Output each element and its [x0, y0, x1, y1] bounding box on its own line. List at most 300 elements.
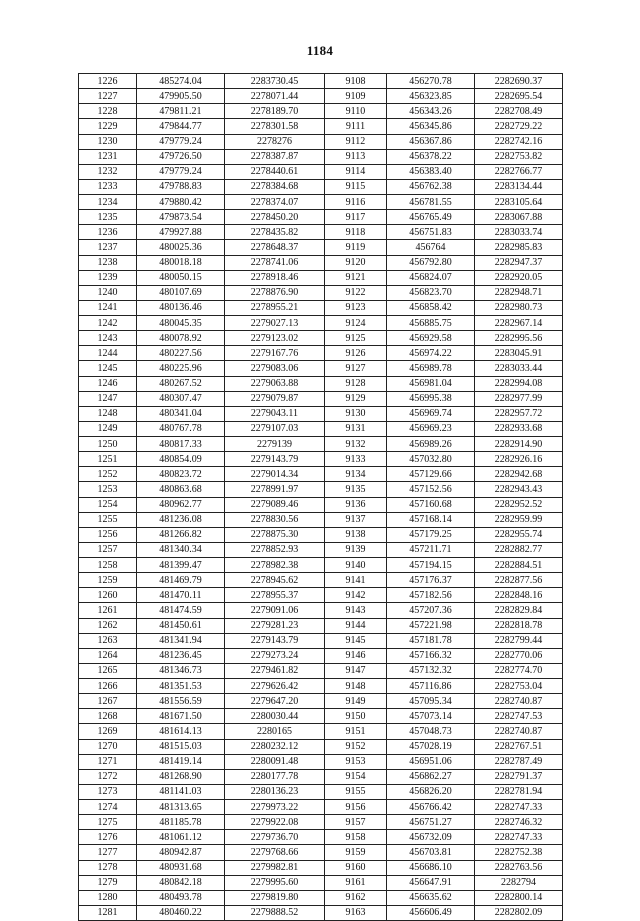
point-id-left-cell: 1242: [79, 316, 137, 331]
x-coordinate-right-cell: 457032.80: [387, 452, 475, 467]
x-coordinate-left-cell: 481474.59: [137, 603, 225, 618]
x-coordinate-left-cell: 479779.24: [137, 134, 225, 149]
table-row: [79, 270, 563, 285]
x-coordinate-right-cell: 456766.42: [387, 800, 475, 815]
point-id-right-cell: 9160: [325, 860, 387, 875]
y-coordinate-left-cell: 2278875.30: [225, 527, 325, 542]
x-coordinate-right-cell: 456885.75: [387, 316, 475, 331]
point-id-left-cell: 1250: [79, 437, 137, 452]
point-id-right-cell: 9140: [325, 558, 387, 573]
x-coordinate-right-cell: 457152.56: [387, 482, 475, 497]
table-row: [79, 104, 563, 119]
y-coordinate-right-cell: 2282781.94: [475, 784, 563, 799]
table-row: [79, 421, 563, 436]
point-id-left-cell: 1229: [79, 119, 137, 134]
point-id-right-cell: 9150: [325, 709, 387, 724]
table-row: [79, 739, 563, 754]
y-coordinate-left-cell: 2279123.02: [225, 331, 325, 346]
y-coordinate-left-cell: 2278189.70: [225, 104, 325, 119]
y-coordinate-left-cell: 2279079.87: [225, 391, 325, 406]
point-id-right-cell: 9116: [325, 195, 387, 210]
x-coordinate-right-cell: 457207.36: [387, 603, 475, 618]
y-coordinate-right-cell: 2282747.33: [475, 830, 563, 845]
y-coordinate-right-cell: 2282959.99: [475, 512, 563, 527]
x-coordinate-right-cell: 456751.83: [387, 225, 475, 240]
table-row: [79, 255, 563, 270]
point-id-right-cell: 9158: [325, 830, 387, 845]
point-id-left-cell: 1258: [79, 558, 137, 573]
y-coordinate-right-cell: 2282690.37: [475, 74, 563, 89]
page-number: 1184: [306, 43, 334, 58]
y-coordinate-right-cell: 2282695.54: [475, 89, 563, 104]
x-coordinate-left-cell: 481313.65: [137, 800, 225, 815]
point-id-left-cell: 1276: [79, 830, 137, 845]
y-coordinate-left-cell: 2279626.42: [225, 679, 325, 694]
point-id-left-cell: 1231: [79, 149, 137, 164]
y-coordinate-left-cell: 2279043.11: [225, 406, 325, 421]
y-coordinate-left-cell: 2280165: [225, 724, 325, 739]
y-coordinate-left-cell: 2278384.68: [225, 179, 325, 194]
x-coordinate-right-cell: 457160.68: [387, 497, 475, 512]
table-row: [79, 890, 563, 905]
point-id-right-cell: 9118: [325, 225, 387, 240]
y-coordinate-left-cell: 2278852.93: [225, 542, 325, 557]
table-row: [79, 179, 563, 194]
y-coordinate-right-cell: 2282802.09: [475, 905, 563, 920]
point-id-right-cell: 9137: [325, 512, 387, 527]
table-row: [79, 482, 563, 497]
point-id-right-cell: 9163: [325, 905, 387, 920]
y-coordinate-right-cell: 2283033.74: [475, 225, 563, 240]
point-id-right-cell: 9154: [325, 769, 387, 784]
table-row: [79, 210, 563, 225]
point-id-right-cell: 9129: [325, 391, 387, 406]
y-coordinate-right-cell: 2282829.84: [475, 603, 563, 618]
x-coordinate-right-cell: 456969.74: [387, 406, 475, 421]
x-coordinate-left-cell: 481061.12: [137, 830, 225, 845]
x-coordinate-left-cell: 479880.42: [137, 195, 225, 210]
table-row: [79, 694, 563, 709]
y-coordinate-right-cell: 2282882.77: [475, 542, 563, 557]
y-coordinate-left-cell: 2279281.23: [225, 618, 325, 633]
y-coordinate-right-cell: 2282729.22: [475, 119, 563, 134]
point-id-left-cell: 1246: [79, 376, 137, 391]
y-coordinate-left-cell: 2278991.97: [225, 482, 325, 497]
y-coordinate-right-cell: 2282753.04: [475, 679, 563, 694]
table-row: [79, 633, 563, 648]
table-row: [79, 225, 563, 240]
x-coordinate-right-cell: 457182.56: [387, 588, 475, 603]
y-coordinate-right-cell: 2282942.68: [475, 467, 563, 482]
y-coordinate-left-cell: 2278387.87: [225, 149, 325, 164]
x-coordinate-right-cell: 456732.09: [387, 830, 475, 845]
y-coordinate-left-cell: 2279027.13: [225, 316, 325, 331]
x-coordinate-right-cell: 456951.06: [387, 754, 475, 769]
y-coordinate-right-cell: 2282914.90: [475, 437, 563, 452]
y-coordinate-right-cell: 2282957.72: [475, 406, 563, 421]
point-id-right-cell: 9113: [325, 149, 387, 164]
point-id-right-cell: 9149: [325, 694, 387, 709]
y-coordinate-right-cell: 2282818.78: [475, 618, 563, 633]
y-coordinate-left-cell: 2279014.34: [225, 467, 325, 482]
x-coordinate-left-cell: 479927.88: [137, 225, 225, 240]
y-coordinate-right-cell: 2282884.51: [475, 558, 563, 573]
x-coordinate-right-cell: 457179.25: [387, 527, 475, 542]
x-coordinate-right-cell: 456969.23: [387, 421, 475, 436]
x-coordinate-right-cell: 456323.85: [387, 89, 475, 104]
table-row: [79, 331, 563, 346]
point-id-left-cell: 1253: [79, 482, 137, 497]
x-coordinate-right-cell: 456792.80: [387, 255, 475, 270]
x-coordinate-right-cell: 456383.40: [387, 164, 475, 179]
y-coordinate-left-cell: 2279143.79: [225, 633, 325, 648]
table-row: [79, 361, 563, 376]
x-coordinate-right-cell: 457221.98: [387, 618, 475, 633]
y-coordinate-left-cell: 2278440.61: [225, 164, 325, 179]
y-coordinate-left-cell: 2278071.44: [225, 89, 325, 104]
y-coordinate-right-cell: 2282967.14: [475, 316, 563, 331]
y-coordinate-right-cell: 2282747.53: [475, 709, 563, 724]
x-coordinate-left-cell: 481614.13: [137, 724, 225, 739]
y-coordinate-right-cell: 2282752.38: [475, 845, 563, 860]
table-row: [79, 542, 563, 557]
x-coordinate-left-cell: 481399.47: [137, 558, 225, 573]
y-coordinate-right-cell: 2282763.56: [475, 860, 563, 875]
x-coordinate-right-cell: 456858.42: [387, 300, 475, 315]
point-id-left-cell: 1278: [79, 860, 137, 875]
table-row: [79, 754, 563, 769]
x-coordinate-right-cell: 456824.07: [387, 270, 475, 285]
y-coordinate-right-cell: 2282926.16: [475, 452, 563, 467]
y-coordinate-right-cell: 2282740.87: [475, 724, 563, 739]
y-coordinate-right-cell: 2282877.56: [475, 573, 563, 588]
y-coordinate-right-cell: 2282746.32: [475, 815, 563, 830]
y-coordinate-right-cell: 2282952.52: [475, 497, 563, 512]
y-coordinate-right-cell: 2282753.82: [475, 149, 563, 164]
x-coordinate-right-cell: 456367.86: [387, 134, 475, 149]
x-coordinate-left-cell: 481185.78: [137, 815, 225, 830]
point-id-right-cell: 9121: [325, 270, 387, 285]
table-row: [79, 845, 563, 860]
point-id-left-cell: 1247: [79, 391, 137, 406]
point-id-left-cell: 1234: [79, 195, 137, 210]
point-id-right-cell: 9117: [325, 210, 387, 225]
x-coordinate-right-cell: 457211.71: [387, 542, 475, 557]
point-id-right-cell: 9135: [325, 482, 387, 497]
table-row: [79, 905, 563, 920]
table-row: [79, 709, 563, 724]
y-coordinate-right-cell: 2282948.71: [475, 285, 563, 300]
point-id-right-cell: 9161: [325, 875, 387, 890]
table-row: [79, 149, 563, 164]
x-coordinate-left-cell: 479779.24: [137, 164, 225, 179]
point-id-left-cell: 1236: [79, 225, 137, 240]
point-id-left-cell: 1230: [79, 134, 137, 149]
point-id-left-cell: 1239: [79, 270, 137, 285]
y-coordinate-left-cell: 2279089.46: [225, 497, 325, 512]
x-coordinate-left-cell: 481341.94: [137, 633, 225, 648]
table-row: [79, 603, 563, 618]
y-coordinate-right-cell: 2282787.49: [475, 754, 563, 769]
y-coordinate-left-cell: 2279167.76: [225, 346, 325, 361]
point-id-left-cell: 1269: [79, 724, 137, 739]
point-id-left-cell: 1232: [79, 164, 137, 179]
table-row: [79, 240, 563, 255]
table-row: [79, 300, 563, 315]
x-coordinate-left-cell: 479788.83: [137, 179, 225, 194]
x-coordinate-right-cell: 456647.91: [387, 875, 475, 890]
x-coordinate-right-cell: 456606.49: [387, 905, 475, 920]
x-coordinate-left-cell: 481141.03: [137, 784, 225, 799]
y-coordinate-left-cell: 2279461.82: [225, 663, 325, 678]
point-id-right-cell: 9145: [325, 633, 387, 648]
y-coordinate-left-cell: 2278276: [225, 134, 325, 149]
y-coordinate-right-cell: 2282980.73: [475, 300, 563, 315]
table-row: [79, 406, 563, 421]
y-coordinate-right-cell: 2282742.16: [475, 134, 563, 149]
table-row: [79, 134, 563, 149]
table-row: [79, 830, 563, 845]
table-row: [79, 74, 563, 89]
point-id-right-cell: 9120: [325, 255, 387, 270]
point-id-right-cell: 9122: [325, 285, 387, 300]
point-id-right-cell: 9112: [325, 134, 387, 149]
x-coordinate-left-cell: 481556.59: [137, 694, 225, 709]
table-row: [79, 437, 563, 452]
x-coordinate-right-cell: 456989.26: [387, 437, 475, 452]
x-coordinate-right-cell: 456929.58: [387, 331, 475, 346]
point-id-left-cell: 1248: [79, 406, 137, 421]
table-row: [79, 648, 563, 663]
table-row: [79, 512, 563, 527]
point-id-right-cell: 9152: [325, 739, 387, 754]
point-id-right-cell: 9156: [325, 800, 387, 815]
point-id-left-cell: 1254: [79, 497, 137, 512]
y-coordinate-left-cell: 2279091.06: [225, 603, 325, 618]
point-id-right-cell: 9110: [325, 104, 387, 119]
y-coordinate-right-cell: 2282955.74: [475, 527, 563, 542]
table-row: [79, 679, 563, 694]
point-id-right-cell: 9138: [325, 527, 387, 542]
x-coordinate-right-cell: 456826.20: [387, 784, 475, 799]
x-coordinate-left-cell: 480842.18: [137, 875, 225, 890]
point-id-right-cell: 9146: [325, 648, 387, 663]
y-coordinate-left-cell: 2278955.21: [225, 300, 325, 315]
x-coordinate-left-cell: 480050.15: [137, 270, 225, 285]
x-coordinate-left-cell: 480307.47: [137, 391, 225, 406]
y-coordinate-left-cell: 2278918.46: [225, 270, 325, 285]
x-coordinate-left-cell: 479873.54: [137, 210, 225, 225]
point-id-left-cell: 1249: [79, 421, 137, 436]
table-row: [79, 875, 563, 890]
point-id-left-cell: 1227: [79, 89, 137, 104]
x-coordinate-right-cell: 456345.86: [387, 119, 475, 134]
point-id-right-cell: 9134: [325, 467, 387, 482]
table-row: [79, 588, 563, 603]
y-coordinate-right-cell: 2282920.05: [475, 270, 563, 285]
x-coordinate-left-cell: 480267.52: [137, 376, 225, 391]
point-id-left-cell: 1238: [79, 255, 137, 270]
x-coordinate-left-cell: 481515.03: [137, 739, 225, 754]
table-row: [79, 784, 563, 799]
point-id-left-cell: 1226: [79, 74, 137, 89]
table-row: [79, 164, 563, 179]
y-coordinate-left-cell: 2279922.08: [225, 815, 325, 830]
point-id-left-cell: 1266: [79, 679, 137, 694]
x-coordinate-left-cell: 480493.78: [137, 890, 225, 905]
point-id-right-cell: 9109: [325, 89, 387, 104]
x-coordinate-left-cell: 479844.77: [137, 119, 225, 134]
y-coordinate-left-cell: 2279888.52: [225, 905, 325, 920]
x-coordinate-right-cell: 456703.81: [387, 845, 475, 860]
x-coordinate-right-cell: 456981.04: [387, 376, 475, 391]
x-coordinate-left-cell: 479726.50: [137, 149, 225, 164]
x-coordinate-right-cell: 456751.27: [387, 815, 475, 830]
y-coordinate-right-cell: 2283105.64: [475, 195, 563, 210]
x-coordinate-right-cell: 456781.55: [387, 195, 475, 210]
point-id-left-cell: 1255: [79, 512, 137, 527]
point-id-left-cell: 1259: [79, 573, 137, 588]
x-coordinate-left-cell: 480078.92: [137, 331, 225, 346]
point-id-right-cell: 9132: [325, 437, 387, 452]
coordinate-table: [78, 73, 563, 921]
table-row: [79, 573, 563, 588]
x-coordinate-right-cell: 456989.78: [387, 361, 475, 376]
point-id-right-cell: 9133: [325, 452, 387, 467]
y-coordinate-left-cell: 2278435.82: [225, 225, 325, 240]
y-coordinate-left-cell: 2278982.38: [225, 558, 325, 573]
x-coordinate-left-cell: 481346.73: [137, 663, 225, 678]
table-row: [79, 497, 563, 512]
y-coordinate-right-cell: 2282977.99: [475, 391, 563, 406]
point-id-left-cell: 1237: [79, 240, 137, 255]
point-id-left-cell: 1262: [79, 618, 137, 633]
y-coordinate-left-cell: 2278830.56: [225, 512, 325, 527]
point-id-right-cell: 9115: [325, 179, 387, 194]
x-coordinate-left-cell: 480045.35: [137, 316, 225, 331]
coordinate-table-body: [79, 74, 563, 921]
x-coordinate-left-cell: 480942.87: [137, 845, 225, 860]
point-id-left-cell: 1252: [79, 467, 137, 482]
y-coordinate-right-cell: 2282791.37: [475, 769, 563, 784]
y-coordinate-left-cell: 2279973.22: [225, 800, 325, 815]
y-coordinate-left-cell: 2278648.37: [225, 240, 325, 255]
point-id-left-cell: 1272: [79, 769, 137, 784]
point-id-left-cell: 1251: [79, 452, 137, 467]
y-coordinate-right-cell: 2283067.88: [475, 210, 563, 225]
y-coordinate-left-cell: 2280177.78: [225, 769, 325, 784]
point-id-right-cell: 9141: [325, 573, 387, 588]
point-id-left-cell: 1240: [79, 285, 137, 300]
point-id-left-cell: 1274: [79, 800, 137, 815]
x-coordinate-right-cell: 457166.32: [387, 648, 475, 663]
point-id-left-cell: 1264: [79, 648, 137, 663]
point-id-left-cell: 1235: [79, 210, 137, 225]
x-coordinate-right-cell: 456995.38: [387, 391, 475, 406]
x-coordinate-right-cell: 456764: [387, 240, 475, 255]
point-id-right-cell: 9159: [325, 845, 387, 860]
y-coordinate-left-cell: 2283730.45: [225, 74, 325, 89]
x-coordinate-right-cell: 456635.62: [387, 890, 475, 905]
point-id-left-cell: 1233: [79, 179, 137, 194]
point-id-left-cell: 1268: [79, 709, 137, 724]
x-coordinate-left-cell: 480962.77: [137, 497, 225, 512]
x-coordinate-left-cell: 479905.50: [137, 89, 225, 104]
x-coordinate-left-cell: 480341.04: [137, 406, 225, 421]
point-id-left-cell: 1245: [79, 361, 137, 376]
table-row: [79, 89, 563, 104]
point-id-right-cell: 9142: [325, 588, 387, 603]
x-coordinate-left-cell: 480018.18: [137, 255, 225, 270]
table-row: [79, 860, 563, 875]
y-coordinate-left-cell: 2278374.07: [225, 195, 325, 210]
table-row: [79, 346, 563, 361]
table-row: [79, 452, 563, 467]
x-coordinate-right-cell: 457116.86: [387, 679, 475, 694]
y-coordinate-right-cell: 2283033.44: [475, 361, 563, 376]
point-id-left-cell: 1265: [79, 663, 137, 678]
table-row: [79, 724, 563, 739]
y-coordinate-right-cell: 2282933.68: [475, 421, 563, 436]
point-id-left-cell: 1257: [79, 542, 137, 557]
table-row: [79, 285, 563, 300]
point-id-left-cell: 1260: [79, 588, 137, 603]
x-coordinate-left-cell: 480823.72: [137, 467, 225, 482]
table-row: [79, 815, 563, 830]
point-id-right-cell: 9143: [325, 603, 387, 618]
y-coordinate-left-cell: 2279139: [225, 437, 325, 452]
point-id-left-cell: 1263: [79, 633, 137, 648]
y-coordinate-right-cell: 2282774.70: [475, 663, 563, 678]
y-coordinate-left-cell: 2279647.20: [225, 694, 325, 709]
y-coordinate-right-cell: 2282799.44: [475, 633, 563, 648]
x-coordinate-left-cell: 481236.45: [137, 648, 225, 663]
point-id-right-cell: 9155: [325, 784, 387, 799]
x-coordinate-left-cell: 480460.22: [137, 905, 225, 920]
y-coordinate-left-cell: 2279273.24: [225, 648, 325, 663]
y-coordinate-left-cell: 2279768.66: [225, 845, 325, 860]
y-coordinate-right-cell: 2282985.83: [475, 240, 563, 255]
point-id-left-cell: 1244: [79, 346, 137, 361]
x-coordinate-left-cell: 481469.79: [137, 573, 225, 588]
y-coordinate-right-cell: 2282794: [475, 875, 563, 890]
x-coordinate-right-cell: 456862.27: [387, 769, 475, 784]
point-id-left-cell: 1271: [79, 754, 137, 769]
x-coordinate-right-cell: 457132.32: [387, 663, 475, 678]
point-id-left-cell: 1273: [79, 784, 137, 799]
point-id-left-cell: 1281: [79, 905, 137, 920]
point-id-right-cell: 9147: [325, 663, 387, 678]
y-coordinate-left-cell: 2278945.62: [225, 573, 325, 588]
y-coordinate-right-cell: 2282995.56: [475, 331, 563, 346]
y-coordinate-left-cell: 2279819.80: [225, 890, 325, 905]
y-coordinate-left-cell: 2280091.48: [225, 754, 325, 769]
table-row: [79, 527, 563, 542]
point-id-right-cell: 9127: [325, 361, 387, 376]
table-row: [79, 316, 563, 331]
y-coordinate-left-cell: 2278955.37: [225, 588, 325, 603]
y-coordinate-left-cell: 2279107.03: [225, 421, 325, 436]
point-id-right-cell: 9153: [325, 754, 387, 769]
x-coordinate-right-cell: 456823.70: [387, 285, 475, 300]
x-coordinate-right-cell: 457194.15: [387, 558, 475, 573]
point-id-right-cell: 9108: [325, 74, 387, 89]
point-id-right-cell: 9162: [325, 890, 387, 905]
point-id-right-cell: 9119: [325, 240, 387, 255]
y-coordinate-right-cell: 2282947.37: [475, 255, 563, 270]
x-coordinate-left-cell: 480136.46: [137, 300, 225, 315]
x-coordinate-right-cell: 456270.78: [387, 74, 475, 89]
